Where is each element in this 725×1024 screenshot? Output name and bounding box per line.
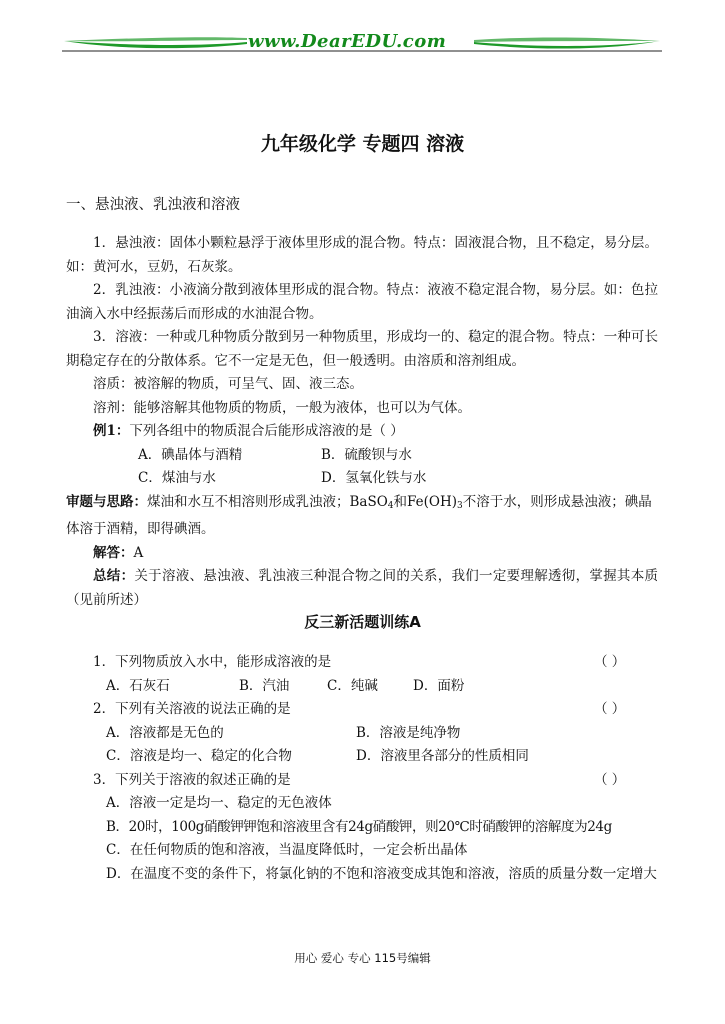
question-2-option-c: C．溶液是均一、稳定的化合物	[106, 748, 292, 764]
analysis-paragraph	[66, 491, 658, 542]
analysis-text-b: 和Fe(OH)	[393, 493, 458, 510]
answer-label: 解答：	[93, 544, 134, 561]
question-2-text: 2．下列有关溶液的说法正确的是	[93, 701, 291, 717]
question-2-option-d: D．溶液里各部分的性质相同	[356, 748, 529, 764]
example-text: 下列各组中的物质混合后能形成溶液的是（ ）	[129, 423, 404, 439]
example-option-a: A．碘晶体与酒精	[138, 446, 243, 463]
question-2-option-b: B．溶液是纯净物	[356, 724, 461, 741]
question-3	[66, 769, 658, 793]
question-2-options-row-2	[66, 745, 658, 769]
analysis-text-c: 不溶于水，则形成悬浊液；碘晶体溶于酒精，即得碘酒。	[66, 493, 652, 537]
paragraph-solution: 3．溶液：一种或几种物质分散到另一种物质里，形成均一的、稳定的混合物。特点：一种可长期稳定存在的分散体系。它不一定是无色，但一般透明。由溶质和溶剂组成。	[66, 329, 658, 369]
question-1-option-c: C．纯碱	[327, 677, 378, 694]
page-title: 九年级化学 专题四 溶液	[260, 133, 465, 155]
example-option-d: D．氢氧化铁与水	[321, 470, 427, 486]
analysis-label: 审题与思路：	[66, 493, 147, 510]
question-1-option-b: B．汽油	[239, 677, 290, 694]
question-2-options-row-1	[66, 722, 658, 746]
page-header	[62, 28, 662, 62]
question-1-text: 1．下列物质放入水中，能形成溶液的是	[93, 654, 332, 670]
analysis-subscript-2: 3	[457, 500, 463, 511]
example-label: 例1：	[93, 423, 130, 439]
question-3-option-b: B．20时，100g硝酸钾钾饱和溶液里含有24g硝酸钾，则20℃时硝酸钾的溶解度为24g	[106, 818, 612, 835]
question-3-option-c: C．在任何物质的饱和溶液，当温度降低时，一定会析出晶体	[106, 842, 468, 858]
section1-body	[66, 232, 658, 612]
answer-line	[66, 542, 658, 566]
answer-value: A	[133, 544, 144, 561]
question-3-text: 3．下列关于溶液的叙述正确的是	[93, 771, 291, 788]
site-logo: www.DearEDU.com	[248, 31, 447, 52]
question-2-answer-blank: （ ）	[594, 701, 626, 717]
page-footer: 用心 爱心 专心 115号编辑	[294, 951, 431, 965]
training-body	[66, 651, 658, 886]
example-option-b: B．硫酸钡与水	[321, 446, 412, 463]
question-2-option-a: A．溶液都是无色的	[106, 724, 224, 741]
example-options-row-1	[66, 444, 658, 468]
question-1-option-d: D．面粉	[413, 677, 465, 694]
training-heading: 反三新活题训练A	[304, 613, 421, 631]
question-1	[66, 651, 658, 675]
summary-label: 总结：	[93, 568, 135, 584]
example-options-row-2	[66, 467, 658, 491]
paragraph-suspension: 1．悬浊液：固体小颗粒悬浮于液体里形成的混合物。特点：固液混合物，且不稳定，易分层。如：黄河水，豆奶，石灰浆。	[66, 235, 658, 275]
summary-text: 关于溶液、悬浊液、乳浊液三种混合物之间的关系，我们一定要理解透彻，掌握其本质（见前所述）	[66, 568, 659, 608]
question-3-option-d: D．在温度不变的条件下，将氯化钠的不饱和溶液变成其饱和溶液，溶质的质量分数一定增大	[106, 865, 657, 882]
question-2	[66, 698, 658, 722]
question-3-answer-blank: （ ）	[594, 771, 626, 788]
section-heading: 一、悬浊液、乳浊液和溶液	[66, 197, 240, 213]
summary-paragraph	[66, 565, 658, 612]
paragraph-emulsion: 2．乳浊液：小液滴分散到液体里形成的混合物。特点：液液不稳定混合物，易分层。如：色拉油滴入水中经振荡后而形成的水油混合物。	[66, 282, 658, 322]
question-1-option-a: A．石灰石	[106, 677, 170, 694]
paragraph-solute: 溶质：被溶解的物质，可呈气、固、液三态。	[93, 376, 363, 392]
paragraph-solvent: 溶剂：能够溶解其他物质的物质，一般为液体，也可以为气体。	[93, 399, 471, 416]
question-1-answer-blank: （ ）	[594, 654, 626, 670]
question-3-option-a: A．溶液一定是均一、稳定的无色液体	[106, 795, 332, 811]
analysis-text-a: 煤油和水互不相溶则形成乳浊液；BaSO	[147, 493, 388, 510]
example-option-c: C．煤油与水	[138, 470, 216, 486]
question-1-options	[66, 675, 658, 699]
example-question	[66, 420, 658, 444]
analysis-subscript-1: 4	[387, 500, 394, 511]
